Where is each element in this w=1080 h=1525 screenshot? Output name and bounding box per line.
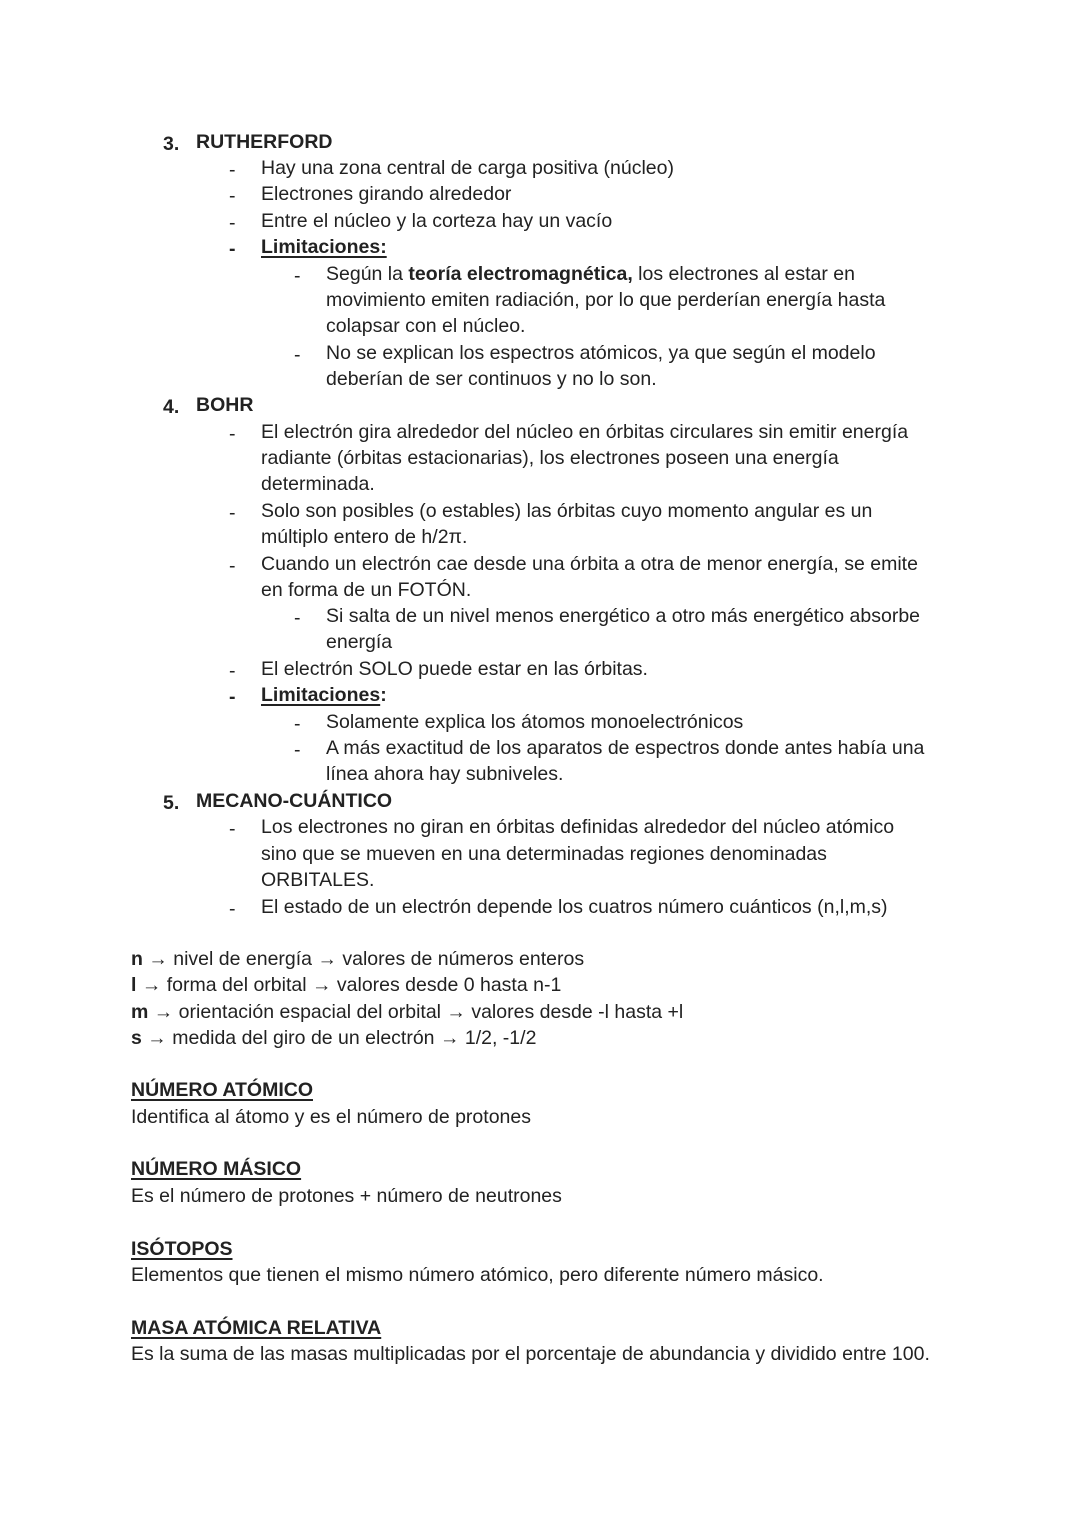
definition-text: Elementos que tienen el mismo número atómico, pero diferente número másico. <box>131 1264 824 1286</box>
bullet-dash: - <box>229 555 236 577</box>
rutherford-point: Entre el núcleo y la corteza hay un vacío <box>261 210 613 232</box>
rutherford-point: Hay una zona central de carga positiva (núcleo) <box>261 157 674 179</box>
bullet-dash: - <box>229 660 236 682</box>
bullet-dash: - <box>229 159 236 181</box>
rutherford-limitation-cont: movimiento emiten radiación, por lo que perderían energía hasta <box>326 289 886 311</box>
bullet-dash: - <box>229 686 236 708</box>
bullet-dash: - <box>229 898 236 920</box>
section-number: 3. <box>163 133 180 155</box>
definition-text: Es la suma de las masas multiplicadas por el porcentaje de abundancia y dividido entre 100. <box>131 1343 930 1365</box>
mecano-point-cont: ORBITALES. <box>261 869 375 891</box>
bohr-point: Solo son posibles (o estables) las órbitas cuyo momento angular es un <box>261 500 873 522</box>
definition-text: Identifica al átomo y es el número de protones <box>131 1106 531 1128</box>
sub-bullet-dash: - <box>294 344 301 366</box>
bohr-limitation-cont: línea ahora hay subniveles. <box>326 763 564 785</box>
rutherford-point: Electrones girando alrededor <box>261 183 512 205</box>
rutherford-limitation-cont: colapsar con el núcleo. <box>326 315 526 337</box>
bullet-dash: - <box>229 185 236 207</box>
definition-title: MASA ATÓMICA RELATIVA <box>131 1317 382 1339</box>
quantum-number-s: s → medida del giro de un electrón → 1/2, -1/2 <box>131 1027 537 1049</box>
bullet-dash: - <box>229 818 236 840</box>
rutherford-limitations-heading: Limitaciones: <box>261 236 387 258</box>
bohr-limitation: Solamente explica los átomos monoelectrónicos <box>326 711 744 733</box>
bohr-subpoint-cont: energía <box>326 631 393 653</box>
section-number: 5. <box>163 792 180 814</box>
mecano-point: Los electrones no giran en órbitas definidas alrededor del núcleo atómico <box>261 816 895 838</box>
bohr-point-cont: en forma de un FOTÓN. <box>261 579 472 601</box>
bohr-limitations-heading: Limitaciones: <box>261 684 387 706</box>
bohr-point: El electrón SOLO puede estar en las órbitas. <box>261 658 648 680</box>
sub-bullet-dash: - <box>294 739 301 761</box>
bohr-point: El electrón gira alrededor del núcleo en órbitas circulares sin emitir energía <box>261 421 909 443</box>
bohr-subpoint: Si salta de un nivel menos energético a otro más energético absorbe <box>326 605 921 627</box>
definition-title: NÚMERO ATÓMICO <box>131 1079 313 1101</box>
definition-text: Es el número de protones + número de neutrones <box>131 1185 562 1207</box>
quantum-number-m: m → orientación espacial del orbital → valores desde -l hasta +l <box>131 1001 684 1023</box>
bullet-dash: - <box>229 238 236 260</box>
section-title-mecano-cuantico: MECANO-CUÁNTICO <box>196 790 393 812</box>
mecano-point-cont: sino que se mueven en una determinadas regiones denominadas <box>261 843 827 865</box>
bohr-limitation: A más exactitud de los aparatos de espectros donde antes había una <box>326 737 925 759</box>
sub-bullet-dash: - <box>294 607 301 629</box>
rutherford-limitation-cont: deberían de ser continuos y no lo son. <box>326 368 657 390</box>
quantum-number-n: n → nivel de energía → valores de números enteros <box>131 948 585 970</box>
quantum-number-l: l → forma del orbital → valores desde 0 hasta n-1 <box>131 974 562 996</box>
section-title-bohr: BOHR <box>196 394 254 416</box>
bullet-dash: - <box>229 212 236 234</box>
bohr-point-cont: determinada. <box>261 473 375 495</box>
bohr-point: Cuando un electrón cae desde una órbita a otra de menor energía, se emite <box>261 553 918 575</box>
mecano-point: El estado de un electrón depende los cuatros número cuánticos (n,l,m,s) <box>261 896 888 918</box>
bohr-point-cont: radiante (órbitas estacionarias), los electrones poseen una energía <box>261 447 839 469</box>
section-number: 4. <box>163 396 180 418</box>
bohr-point-cont: múltiplo entero de h/2π. <box>261 526 468 548</box>
section-title-rutherford: RUTHERFORD <box>196 131 333 153</box>
sub-bullet-dash: - <box>294 713 301 735</box>
sub-bullet-dash: - <box>294 265 301 287</box>
definition-title: ISÓTOPOS <box>131 1238 233 1260</box>
rutherford-limitation: Según la teoría electromagnética, los electrones al estar en <box>326 263 855 285</box>
bullet-dash: - <box>229 502 236 524</box>
rutherford-limitation: No se explican los espectros atómicos, ya que según el modelo <box>326 342 876 364</box>
definition-title: NÚMERO MÁSICO <box>131 1158 302 1180</box>
bullet-dash: - <box>229 423 236 445</box>
